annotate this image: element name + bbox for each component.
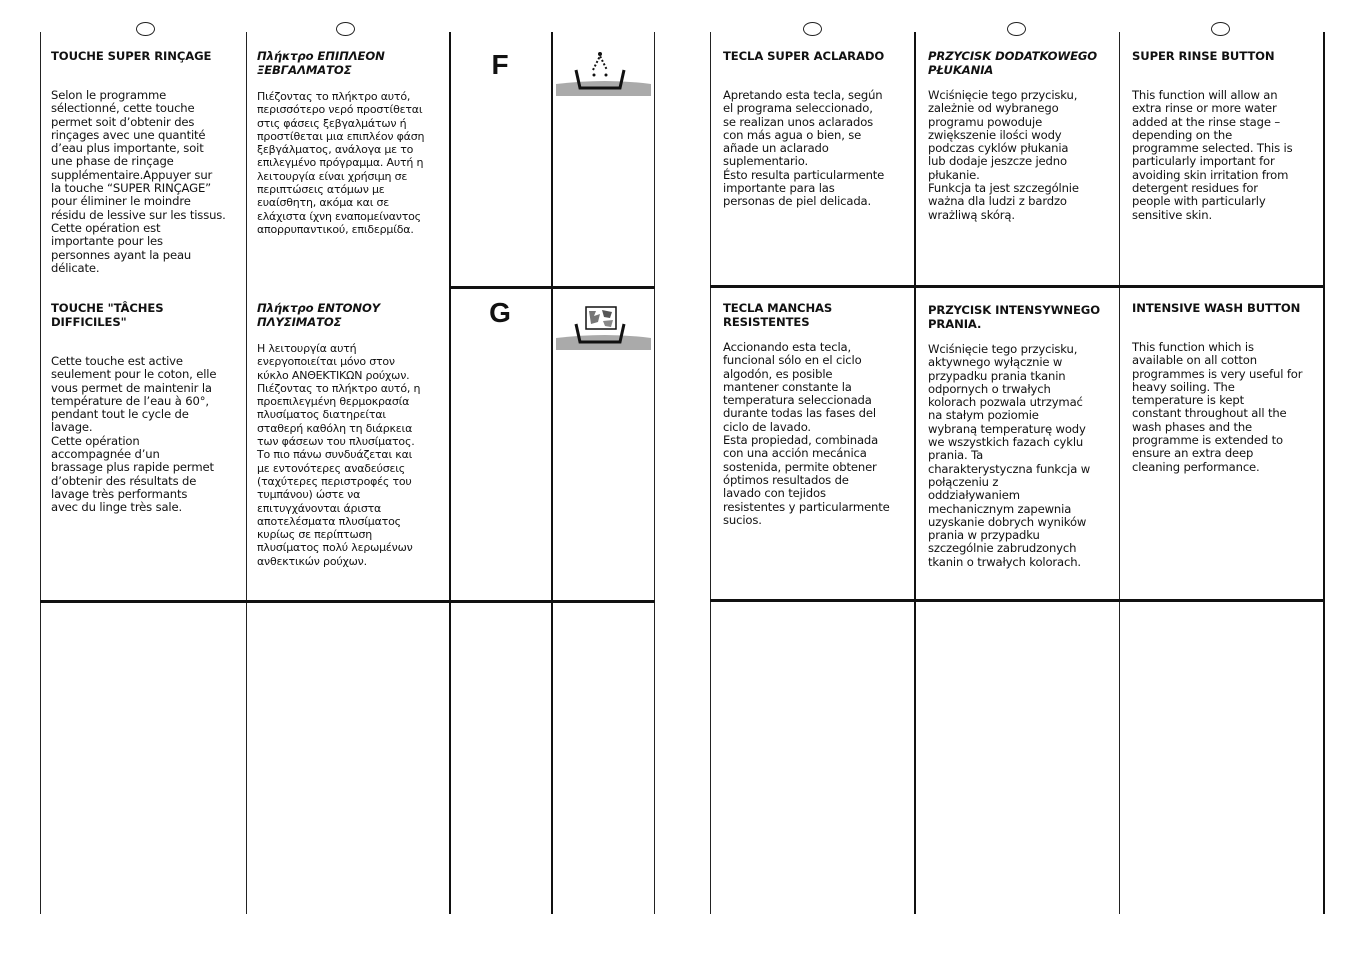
section-title: SUPER RINSE BUTTON xyxy=(1132,49,1275,63)
section-title: TOUCHE SUPER RINÇAGE xyxy=(51,49,212,63)
language-marker-circle xyxy=(336,22,355,36)
fr-super-rinse-section xyxy=(51,49,241,275)
section-text: Η λειτουργία αυτή ενεργοποιείται μόνο στον κύκλο ΑΝΘΕΚΤΙΚΩΝ ρούχων. Πιέζοντας το πλήκτρο αυτό, η προεπιλεγμένη θερμοκρασία πλυσίματος διατηρείται σταθερή καθόλη τη διάρκεια των φάσεων του πλυσίματος. Το πιο πάνω συνδυάζεται και με εντονότερες αναδεύσεις (ταχύτερες περιστροφές του τυμπάνου) ώστε να επιτυγχάνονται άριστα αποτελέσματα πλυσίματος κυρίως σε περίπτωση πλυσίματος πολύ λερωμένων ανθεκτικών ρούχων. xyxy=(257,342,421,568)
row-divider xyxy=(40,600,655,603)
gr-intensive-wash-section xyxy=(257,301,445,568)
section-text: This function will allow an extra rinse or more water added at the rinse stage – depending on the programme selected. This is particularly important for avoiding skin irritation from detergent residues for people with particularly sensitive skin. xyxy=(1132,88,1293,222)
row-divider xyxy=(710,285,1325,288)
language-marker-circle xyxy=(136,22,155,36)
column-rule xyxy=(654,32,655,914)
section-text: Wciśnięcie tego przycisku, aktywnego wyłącznie w przypadku prania tkanin odpornych o trwałych kolorach pozwala utrzymać na stałym poziomie wybraną temperaturę wody we wszystkich fazach cyklu prania. Ta charakterystyczna funkcja w połączeniu z oddziaływaniem mechanicznym zapewnia uzyskanie dobrych wyników prania w przypadku szczególnie zabrudzonych tkanin o trwałych kolorach. xyxy=(928,342,1091,569)
pl-intensive-wash-section xyxy=(928,303,1116,569)
button-letter-f: F xyxy=(491,49,509,80)
section-text: Πιέζοντας το πλήκτρο αυτό, περισσότερο νερό προστίθεται στις φάσεις ξεβγαλμάτων ή προστίθεται μια επιπλέον φάση ξεβγάλματος, ανάλογα με το επιλεγμένο πρόγραμμα. Αυτή η λειτουργία είναι χρήσιμη σε περιπτώσεις ατόμων με ευαίσθητη, ακόμα και σε ελάχιστα ίχνη εναπομείναντος απορρυπαντικού, επιδερμίδα. xyxy=(257,90,425,236)
column-rule xyxy=(914,32,916,914)
column-rule xyxy=(710,32,711,914)
section-title: INTENSIVE WASH BUTTON xyxy=(1132,301,1301,315)
column-rule xyxy=(246,32,247,914)
en-super-rinse-section xyxy=(1132,49,1318,222)
button-letter-g: G xyxy=(489,297,511,328)
section-title: TECLA SUPER ACLARADO xyxy=(723,49,885,63)
section-text: Wciśnięcie tego przycisku, zależnie od wybranego programu powoduje zwiększenie ilości wody podczas cyklów płukania lub dodaje jeszcze jedno płukanie. Funkcja ta jest szczególnie ważna dla ludzi z bardzo wrażliwą skórą. xyxy=(928,88,1079,222)
row-divider xyxy=(450,286,655,289)
section-title: TECLA MANCHAS RESISTENTES xyxy=(723,301,833,329)
column-rule xyxy=(1323,32,1325,914)
section-text: Selon le programme sélectionné, cette touche permet soit d’obtenir des rinçages avec une quantité d’eau plus importante, soit une phase de rinçage supplémentaire.Appuyer sur la touche “SUPER RINÇAGE” pour éliminer le moindre résidu de lessive sur les tissus. Cette opération est importante pour les personnes ayant la peau délicate. xyxy=(51,88,226,275)
section-title: Πλήκτρο ΕΝΤΟΝΟΥ ΠΛΥΣΙΜΑΤΟΣ xyxy=(257,301,381,329)
section-title: TOUCHE "TÂCHES DIFFICILES" xyxy=(51,301,164,329)
section-title: PRZYCISK INTENSYWNEGO PRANIA. xyxy=(928,303,1100,331)
section-text: Cette touche est active seulement pour le coton, elle vous permet de maintenir la température de l’eau à 60°, pendant tout le cycle de lavage. Cette opération accompagnée d’un brassage plus rapide permet d’obtenir des résultats de lavage très performants avec du linge très sale. xyxy=(51,354,217,515)
section-text: Apretando esta tecla, según el programa seleccionado, se realizan unos aclarados con más agua o bien, se añade un aclarado suplementario. Ésto resulta particularmente importante para las personas de piel delicada. xyxy=(723,88,885,209)
en-intensive-wash-section xyxy=(1132,301,1318,474)
fr-intensive-wash-section xyxy=(51,301,241,515)
row-divider xyxy=(710,599,1325,602)
es-super-rinse-section xyxy=(723,49,909,209)
section-title: PRZYCISK DODATKOWEGO PŁUKANIA xyxy=(928,49,1098,77)
section-text: This function which is available on all cotton programmes is very useful for heavy soiling. The temperature is kept constant throughout all the wash phases and the programme is extended to ensure an extra deep cleaning performance. xyxy=(1132,340,1303,474)
column-rule xyxy=(1119,32,1120,914)
column-rule xyxy=(449,32,451,914)
gr-super-rinse-section xyxy=(257,49,445,236)
language-marker-circle xyxy=(803,22,822,36)
section-text: Accionando esta tecla, funcional sólo en el ciclo algodón, es posible mantener constante la temperatura seleccionada durante todas las fases del ciclo de lavado. Esta propiedad, combinada con una acción mecánica sostenida, permite obtener óptimos resultados de lavado con tejidos resistentes y particularmente sucios. xyxy=(723,340,890,527)
pl-super-rinse-section xyxy=(928,49,1116,222)
section-title: Πλήκτρο ΕΠΙΠΛΕΟΝ ΞΕΒΓΑΛΜΑΤΟΣ xyxy=(257,49,385,77)
es-intensive-wash-section xyxy=(723,301,909,527)
column-rule xyxy=(40,32,41,914)
super-rinse-symbol-icon xyxy=(556,48,651,98)
language-marker-circle xyxy=(1007,22,1026,36)
language-marker-circle xyxy=(1211,22,1230,36)
intensive-wash-symbol-icon xyxy=(556,302,651,352)
column-rule xyxy=(551,32,553,914)
